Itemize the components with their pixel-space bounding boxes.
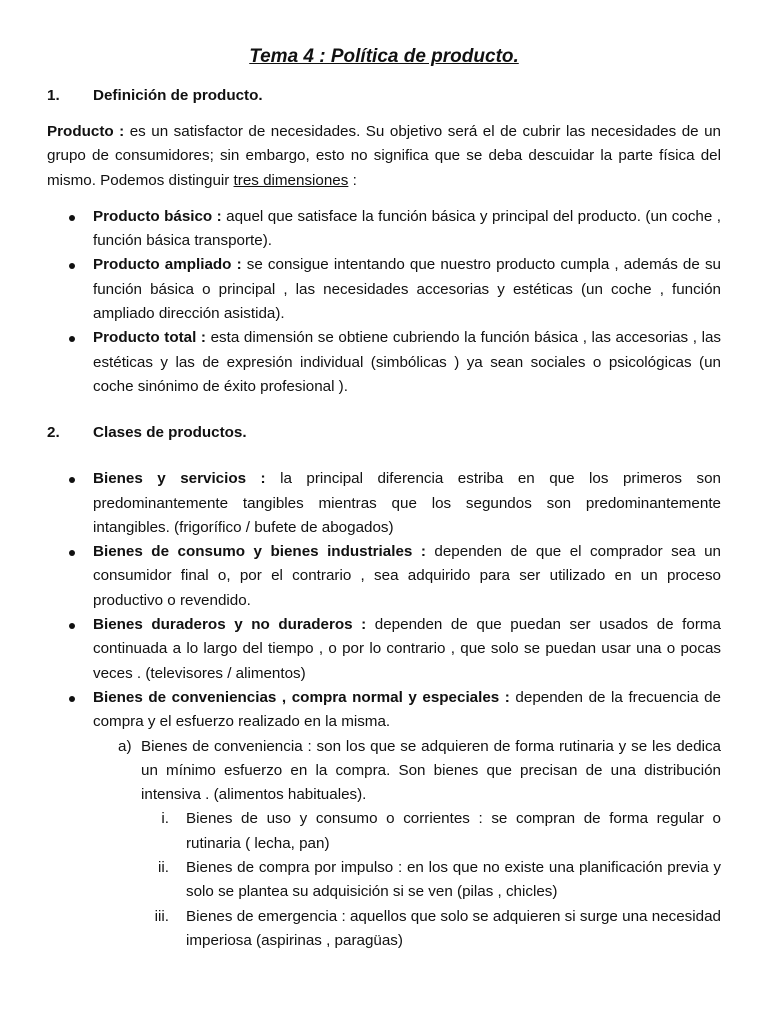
list-item [47,205,721,254]
product-definition-paragraph [47,120,721,193]
sublist-text: Bienes de conveniencia : son los que se adquieren de forma rutinaria y se les dedica un mínimo esfuerzo en la compra. Son bienes que precisan de una distribución intensiva . (alimentos habituales). [141,737,721,804]
list-item-text: aquel que satisface la función básica y principal del producto. (un coche , función básica transporte). [93,207,721,250]
section-1-number: 1. [47,87,60,104]
product-classes-list [47,467,721,734]
roman-marker: i. [161,810,169,828]
list-item-term: Producto básico : [93,207,222,225]
section-1-heading [47,84,721,108]
list-item [47,253,721,326]
section-2-heading [47,421,721,445]
section-2-number: 2. [47,424,60,442]
page-title: Tema 4 : Política de producto. [249,46,519,67]
list-item-term: Bienes duraderos y no duraderos : [93,616,367,634]
list-item-term: Producto total : [93,329,206,347]
bullet-icon [69,336,75,342]
dimensions-list [47,205,721,399]
three-dimensions-underlined: tres dimensiones [233,171,349,189]
list-item [47,326,721,399]
list-item-text: dependen de que puedan ser usados de forma continuada a lo largo del tiempo , o por lo contrario , que solo se puedan usar una o pocas veces . (televisores / alimentos) [93,616,721,682]
bullet-icon [69,215,75,221]
list-item-term: Bienes de consumo y bienes industriales : [93,543,426,561]
list-item [47,467,721,540]
roman-list-item [47,807,721,856]
roman-text: Bienes de uso y consumo o corrientes : se compran de forma regular o rutinaria ( lecha, pan) [186,810,721,852]
bullet-icon [69,263,75,269]
bullet-icon [69,550,75,556]
bullet-icon [69,696,75,702]
list-item-text: dependen de que el comprador sea un consumidor final o, por el contrario , sea adquirido para ser utilizado en un proceso productivo o revendido. [93,543,722,609]
list-item [47,540,721,613]
roman-marker: ii. [158,859,169,877]
list-item-text: esta dimensión se obtiene cubriendo la función básica , las accesorias , las estéticas y las de expresión individual (simbólicas ) ya sean sociales o psicológicas (un coche sinónimo de éxito profesional ). [93,329,721,395]
product-term: Producto : [47,123,125,140]
sublist-marker: a) [118,737,132,755]
section-2-title: Clases de productos. [93,424,247,442]
list-item-text: la principal diferencia estriba en que los primeros son predominantemente tangibles mientras que los segundos son predominantemente intangibles. (frigorífico / bufete de abogados) [93,470,721,536]
bullet-icon [69,623,75,629]
list-item-term: Bienes y servicios : [93,470,266,488]
roman-list-item [47,905,721,954]
roman-text: Bienes de compra por impulso : en los que no existe una planificación previa y solo se plantea su adquisición si se ven (pilas , chicles) [186,859,721,901]
list-item-term: Bienes de conveniencias , compra normal y especiales : [93,688,510,706]
list-item-term: Producto ampliado : [93,256,242,274]
product-definition-text-b: : [348,171,357,189]
list-item [47,686,721,735]
list-item-text: se consigue intentando que nuestro producto cumpla , además de su función básica o principal , las necesidades accesorias y estéticas (un coche , función ampliado dirección asistida). [93,256,721,323]
sublist-item-a [47,735,721,808]
product-definition-text-a: es un satisfactor de necesidades. Su objetivo será el de cubrir las necesidades de un grupo de consumidores; sin embargo, esto no significa que se deba descuidar la parte física del mismo. Podemos distinguir [47,123,721,189]
roman-list-item [47,856,721,905]
roman-text: Bienes de emergencia : aquellos que solo se adquieren si surge una necesidad imperiosa (aspirinas , paragüas) [186,907,721,949]
list-item-text: dependen de la frecuencia de compra y el esfuerzo realizado en la misma. [93,688,721,731]
section-1-title: Definición de producto. [93,87,263,104]
roman-marker: iii. [154,907,169,925]
bullet-icon [69,477,75,483]
list-item [47,613,721,686]
